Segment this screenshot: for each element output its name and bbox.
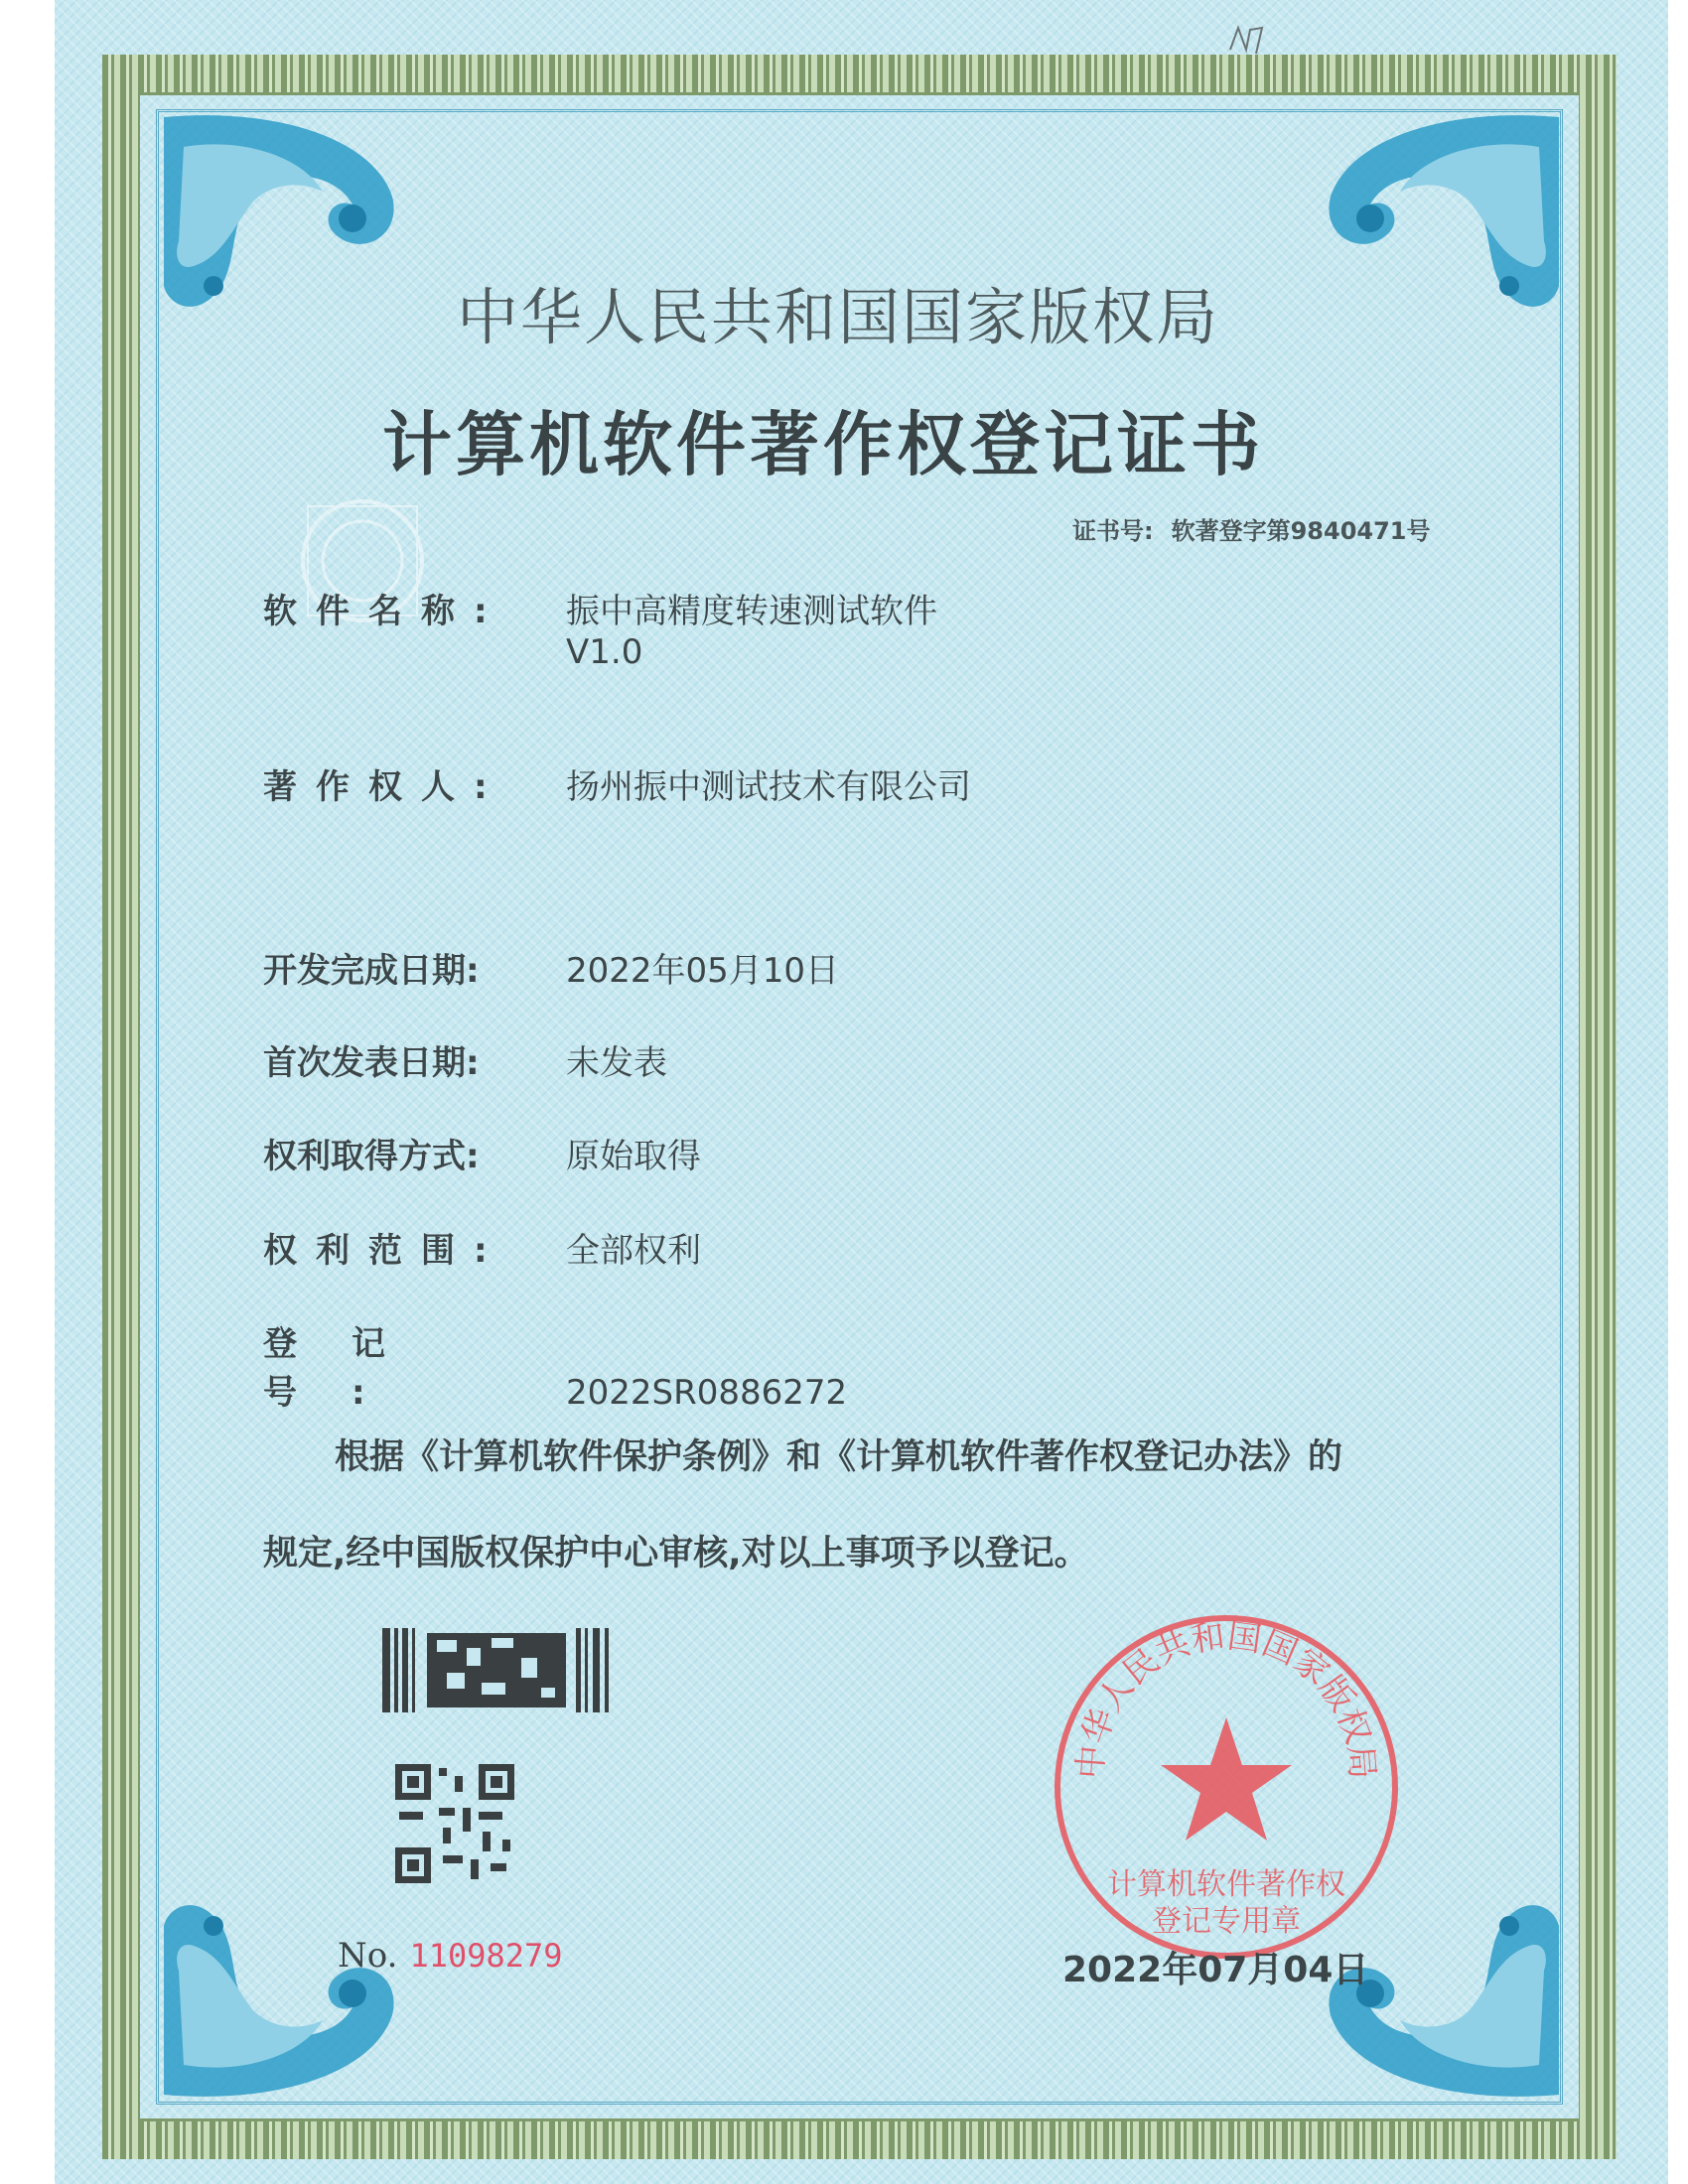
serial-number <box>338 1936 563 1976</box>
reg-no-value: 2022SR0886272 <box>566 1373 848 1413</box>
field-acquire-method <box>263 1129 701 1177</box>
statement-line-2: 规定,经中国版权保护中心审核,对以上事项予以登记。 <box>263 1534 1089 1573</box>
serial-value: 11098279 <box>409 1937 563 1975</box>
certificate-title: 计算机软件著作权登记证书 <box>382 403 1264 485</box>
authority-name: 中华人民共和国国家版权局 <box>457 281 1220 353</box>
qr-code-icon <box>395 1764 514 1883</box>
barcode-icon <box>382 1628 616 1712</box>
certificate-number <box>1072 511 1449 546</box>
field-reg-no <box>263 1316 847 1414</box>
dev-date-value: 2022年05月10日 <box>566 951 840 991</box>
official-seal-icon <box>1048 1608 1405 1966</box>
field-scope <box>263 1223 701 1272</box>
software-version-value: V1.0 <box>566 632 643 672</box>
certificate <box>55 0 1668 2184</box>
field-pub-date <box>263 1035 667 1084</box>
pub-date-label: 首次发表日期: <box>263 1043 480 1083</box>
owner-value: 扬州振中测试技术有限公司 <box>566 767 971 807</box>
statement-line-1: 根据《计算机软件保护条例》和《计算机软件著作权登记办法》的 <box>335 1437 1343 1477</box>
scope-value: 全部权利 <box>566 1231 701 1271</box>
field-dev-date <box>263 943 839 992</box>
reg-no-label: 登记号: <box>263 1324 440 1413</box>
certificate-number-label: 证书号: <box>1072 517 1154 545</box>
svg-text:登记专用章: 登记专用章 <box>1152 1904 1301 1939</box>
svg-text:计算机软件著作权: 计算机软件著作权 <box>1107 1867 1345 1902</box>
serial-label: No. <box>338 1936 398 1976</box>
scope-label: 权利范围: <box>263 1231 506 1271</box>
pub-date-value: 未发表 <box>566 1043 667 1083</box>
certificate-number-value: 软著登字第9840471号 <box>1171 517 1431 545</box>
svg-text:中华人民共和国国家版权局: 中华人民共和国国家版权局 <box>1070 1616 1382 1781</box>
software-name-value: 振中高精度转速测试软件 <box>566 592 937 631</box>
acquire-method-label: 权利取得方式: <box>263 1137 480 1176</box>
field-owner <box>263 759 971 808</box>
field-software-name <box>263 584 937 672</box>
issue-date: 2022年07月04日 <box>1062 1950 1369 1990</box>
acquire-method-value: 原始取得 <box>566 1137 701 1176</box>
owner-label: 著作权人: <box>263 767 506 807</box>
dev-date-label: 开发完成日期: <box>263 951 480 991</box>
corner-ornament-icon <box>154 1866 412 2105</box>
software-name-label: 软件名称: <box>263 592 506 631</box>
handwritten-mark-icon <box>1226 20 1276 60</box>
